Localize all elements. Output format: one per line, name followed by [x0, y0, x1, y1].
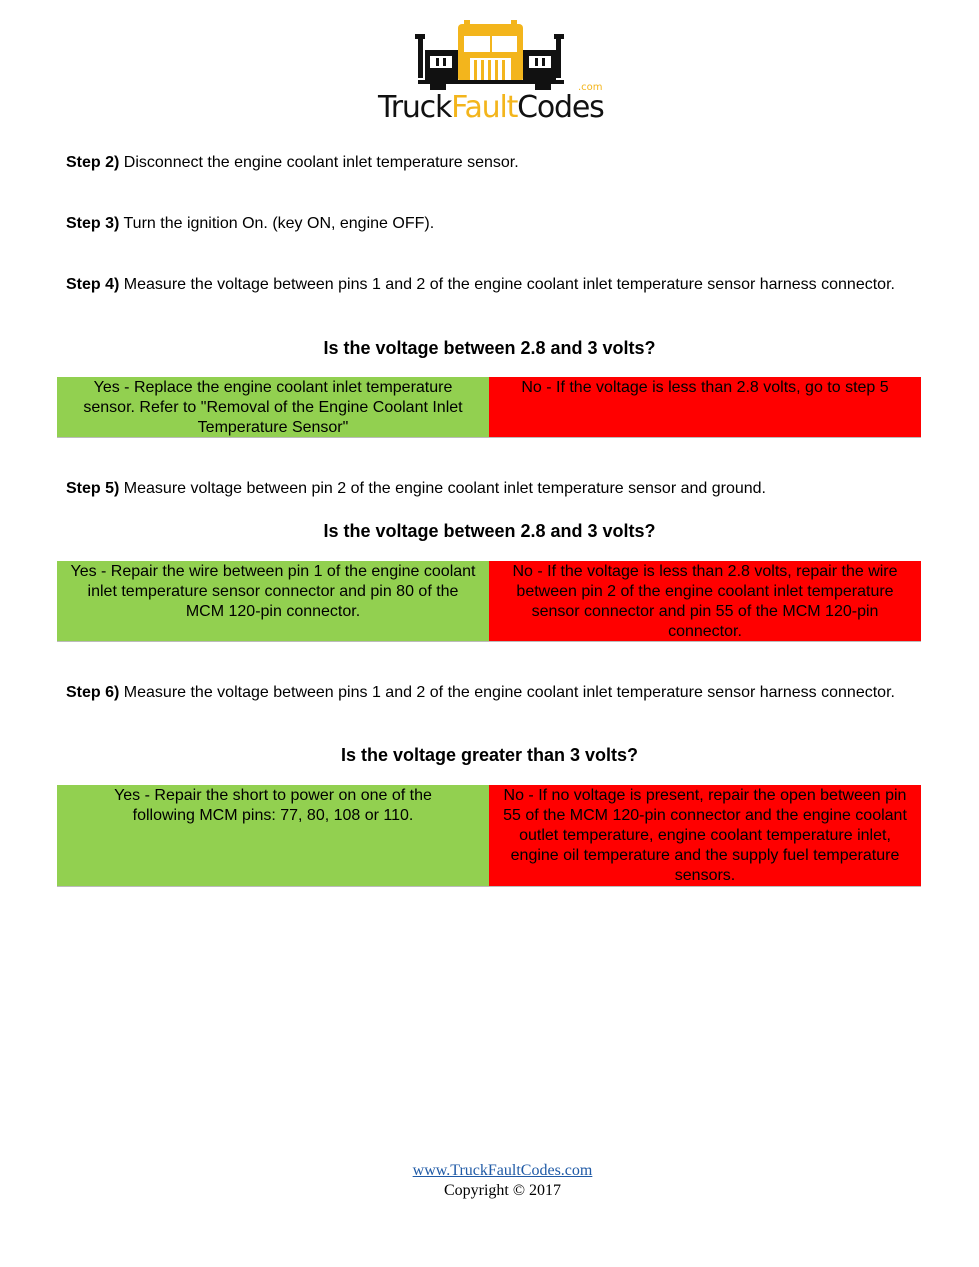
logo-word-fault: Fault [451, 90, 518, 125]
question-3: Is the voltage greater than 3 volts? [340, 745, 639, 765]
answer-row-2 [57, 561, 921, 642]
step-label: Step 4) [66, 276, 120, 293]
step-4 [66, 275, 901, 295]
step-5 [66, 479, 916, 499]
yes-answer: Yes - Repair the wire between pin 1 of the engine coolant inlet temperature sensor connector and pin 80 of the MCM 120-pin connector. [57, 561, 489, 641]
footer [0, 1161, 979, 1201]
copyright-text: Copyright © 2017 [443, 1182, 562, 1199]
step-text: Turn the ignition On. (key ON, engine OFF). [119, 215, 435, 232]
no-answer: No - If the voltage is less than 2.8 volts, go to step 5 [489, 377, 921, 437]
logo-word-codes: Codes [517, 90, 604, 125]
truck-front-icon [378, 20, 603, 92]
step-label: Step 2) [66, 154, 120, 171]
step-text: Measure the voltage between pins 1 and 2 of the engine coolant inlet temperature sensor harness connector. [119, 276, 895, 293]
question-1: Is the voltage between 2.8 and 3 volts? [323, 338, 656, 358]
step-6 [66, 683, 901, 703]
step-label: Step 3) [66, 215, 120, 232]
logo-wordmark [378, 90, 603, 126]
footer-link[interactable]: www.TruckFaultCodes.com [412, 1162, 593, 1179]
logo-dotcom: .com [578, 82, 603, 93]
no-answer: No - If the voltage is less than 2.8 volts, repair the wire between pin 2 of the engine coolant inlet temperature sensor connector and pin 55 of the MCM 120-pin connector. [489, 561, 921, 641]
logo-word-truck: Truck [378, 90, 452, 125]
step-3 [66, 214, 916, 234]
no-answer: No - If no voltage is present, repair the open between pin 55 of the MCM 120-pin connector and the engine coolant outlet temperature, engine coolant temperature inlet, engine oil temperature and the supply fuel temperature sensors. [489, 785, 921, 886]
yes-answer: Yes - Replace the engine coolant inlet temperature sensor. Refer to "Removal of the Engine Coolant Inlet Temperature Sensor" [57, 377, 489, 437]
yes-answer: Yes - Repair the short to power on one of the following MCM pins: 77, 80, 108 or 110. [57, 785, 489, 886]
step-2 [66, 153, 916, 173]
step-text: Measure the voltage between pins 1 and 2 of the engine coolant inlet temperature sensor harness connector. [119, 684, 895, 701]
answer-row-3 [57, 785, 921, 887]
answer-row-1 [57, 377, 921, 438]
question-2: Is the voltage between 2.8 and 3 volts? [323, 521, 656, 541]
step-text: Disconnect the engine coolant inlet temperature sensor. [119, 154, 519, 171]
step-label: Step 6) [66, 684, 120, 701]
step-label: Step 5) [66, 480, 120, 497]
step-text: Measure voltage between pin 2 of the engine coolant inlet temperature sensor and ground. [119, 480, 766, 497]
site-logo [378, 20, 603, 128]
